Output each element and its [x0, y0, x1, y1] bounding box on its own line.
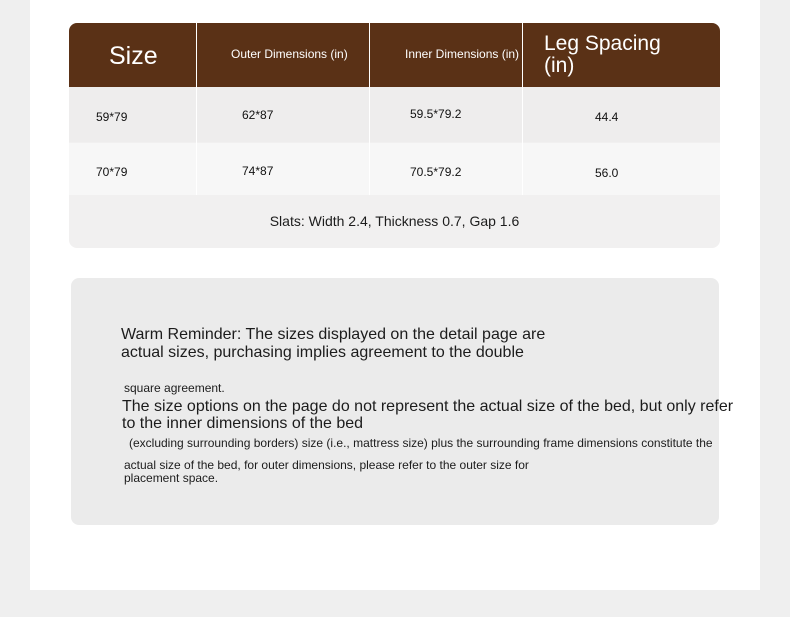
page-card — [30, 0, 760, 590]
reminder-notice-line: The size options on the page do not represent the actual size of the bed, but only refer — [122, 398, 734, 415]
header-leg-label: Leg Spacing (in) — [544, 32, 661, 77]
header-size-label: Size — [109, 42, 158, 70]
reminder-size-notice — [122, 398, 733, 432]
header-outer-dimensions — [196, 23, 369, 87]
cell-leg: 56.0 — [595, 166, 619, 180]
cell-size: 70*79 — [96, 165, 128, 179]
cell-size: 59*79 — [96, 110, 128, 124]
warm-reminder-panel — [71, 278, 734, 525]
cell-outer: 62*87 — [242, 108, 274, 122]
cell-outer: 74*87 — [242, 164, 274, 178]
reminder-outer-line: placement space. — [124, 471, 219, 485]
reminder-notice-line: to the inner dimensions of the bed — [122, 415, 364, 432]
reminder-outer-line: actual size of the bed, for outer dimensions, please refer to the outer size for — [124, 458, 529, 472]
reminder-outer-note — [124, 459, 529, 485]
cell-inner: 59.5*79.2 — [410, 107, 462, 121]
header-outer-label: Outer Dimensions (in) — [231, 47, 348, 61]
reminder-title-line: actual sizes, purchasing implies agreement to the double — [121, 344, 524, 361]
column-divider — [196, 23, 197, 195]
cell-inner: 70.5*79.2 — [410, 165, 462, 179]
header-inner-dimensions — [369, 23, 522, 87]
table-row — [69, 87, 720, 142]
column-divider — [369, 23, 370, 195]
reminder-title — [121, 326, 545, 362]
header-leg-spacing — [522, 23, 720, 87]
reminder-title-line: Warm Reminder: The sizes displayed on the detail page are — [121, 326, 546, 343]
column-divider — [522, 23, 523, 195]
table-header — [69, 23, 720, 87]
cell-leg: 44.4 — [595, 110, 619, 124]
slats-note: Slats: Width 2.4, Thickness 0.7, Gap 1.6 — [269, 213, 520, 229]
header-size — [69, 23, 196, 87]
reminder-note: square agreement. — [124, 381, 225, 395]
size-table — [69, 23, 720, 248]
header-inner-label: Inner Dimensions (in) — [405, 47, 520, 61]
reminder-detail: (excluding surrounding borders) size (i.e., mattress size) plus the surrounding frame dimensions constitute the — [129, 436, 713, 450]
table-row — [69, 143, 720, 195]
